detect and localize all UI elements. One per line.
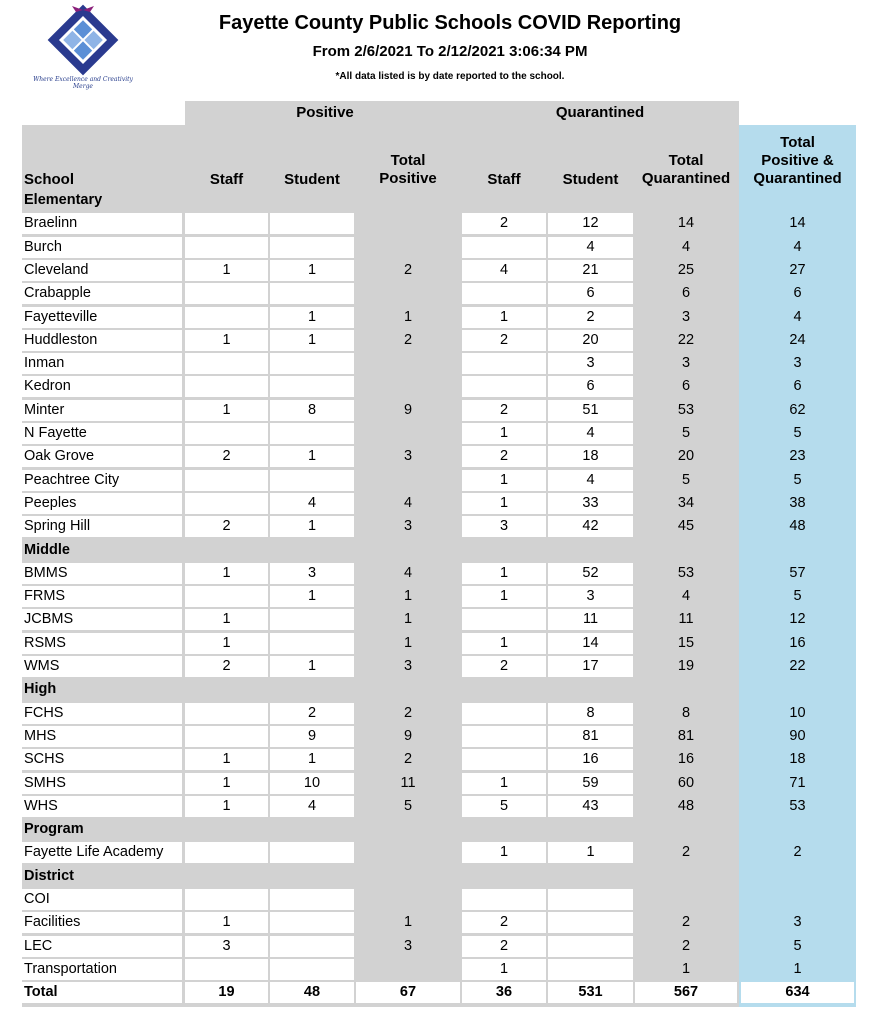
staff-positive-cell: [185, 213, 268, 234]
student-quarantined-cell: 3: [548, 353, 633, 374]
total-positive-quarantined-cell: 71: [789, 774, 806, 791]
total-positive-cell: 3: [403, 937, 413, 954]
staff-quarantined-cell: 3: [462, 516, 546, 537]
student-positive-cell: 48: [270, 982, 354, 1003]
staff-quarantined-cell: 2: [462, 330, 546, 351]
staff-positive-cell: 1: [185, 330, 268, 351]
total-positive-quarantined-cell: 3: [793, 355, 802, 372]
total-positive-quarantined-cell: 23: [789, 448, 806, 465]
student-quarantined-cell: 2: [548, 307, 633, 328]
total-positive-cell: 2: [403, 331, 413, 348]
staff-quarantined-cell: [462, 889, 546, 910]
staff-quarantined-cell: [462, 376, 546, 397]
school-name: RSMS: [22, 633, 182, 654]
total-quarantined-cell: 8: [681, 704, 691, 721]
staff-quarantined-cell: 2: [462, 912, 546, 933]
student-positive-cell: 2: [270, 703, 354, 724]
total-positive-quarantined-cell: 6: [793, 378, 802, 395]
student-positive-cell: [270, 889, 354, 910]
school-name: Facilities: [22, 912, 182, 933]
total-positive-cell: [356, 283, 460, 304]
student-quarantined-cell: 81: [548, 726, 633, 747]
table-row: [22, 282, 856, 305]
total-positive-cell: [356, 353, 460, 374]
school-name: Inman: [22, 353, 182, 374]
staff-quarantined-cell: 2: [462, 213, 546, 234]
logo-tagline: Where Excellence and Creativity Merge: [33, 76, 133, 90]
staff-positive-cell: [185, 376, 268, 397]
total-quarantined-cell: 53: [677, 401, 695, 418]
staff-quarantined-cell: 1: [462, 423, 546, 444]
student-quarantined-cell: 14: [548, 633, 633, 654]
student-quarantined-header: Student: [562, 171, 619, 188]
table-row: [22, 445, 856, 468]
student-positive-cell: 1: [270, 260, 354, 281]
total-quarantined-cell: 20: [677, 448, 695, 465]
total-positive-quarantined-cell: 5: [793, 937, 802, 954]
staff-positive-cell: [185, 423, 268, 444]
school-name: FCHS: [22, 703, 182, 724]
total-quarantined-cell: 4: [681, 588, 691, 605]
student-quarantined-cell: 16: [548, 749, 633, 770]
total-positive-cell: [356, 842, 460, 863]
staff-quarantined-cell: 2: [462, 400, 546, 421]
total-positive-cell: 1: [403, 588, 413, 605]
quarantined-group-header: Quarantined: [555, 104, 645, 121]
staff-positive-cell: 2: [185, 656, 268, 677]
total-positive-quarantined-cell: 5: [793, 425, 802, 441]
student-positive-cell: 3: [270, 563, 354, 584]
table-row: [22, 422, 856, 445]
total-positive-quarantined-cell: 6: [793, 285, 802, 302]
total-quarantined-cell: 22: [677, 331, 695, 348]
total-positive-quarantined-cell: 3: [793, 914, 802, 931]
school-name: WHS: [22, 796, 182, 817]
student-quarantined-cell: 12: [548, 213, 633, 234]
total-positive-cell: [356, 423, 460, 444]
staff-quarantined-cell: [462, 283, 546, 304]
staff-positive-cell: [185, 959, 268, 980]
student-quarantined-cell: 52: [548, 563, 633, 584]
staff-positive-cell: [185, 237, 268, 258]
student-positive-cell: 9: [270, 726, 354, 747]
total-positive-cell: 1: [403, 611, 413, 628]
student-quarantined-cell: 4: [548, 470, 633, 491]
total-positive-quarantined-cell: 38: [789, 494, 806, 511]
total-positive-quarantined-cell: 48: [789, 518, 806, 535]
student-positive-cell: [270, 912, 354, 933]
total-positive-cell: 4: [403, 494, 413, 511]
school-name: COI: [22, 889, 182, 910]
total-quarantined-cell: 4: [681, 238, 691, 255]
school-name: Peachtree City: [22, 470, 182, 491]
total-positive-cell: [356, 470, 460, 491]
staff-positive-cell: 1: [185, 400, 268, 421]
staff-positive-cell: [185, 307, 268, 328]
total-positive-quarantined-cell: 57: [789, 564, 806, 581]
student-positive-cell: 4: [270, 796, 354, 817]
student-quarantined-cell: 8: [548, 703, 633, 724]
student-quarantined-cell: [548, 959, 633, 980]
table-row: [22, 958, 856, 981]
student-positive-cell: 1: [270, 307, 354, 328]
total-positive-cell: 9: [403, 401, 413, 418]
student-positive-cell: 1: [270, 446, 354, 467]
staff-positive-cell: 1: [185, 773, 268, 794]
school-name: WMS: [22, 656, 182, 677]
staff-quarantined-cell: 2: [462, 936, 546, 957]
total-positive-cell: 1: [403, 634, 413, 651]
total-positive-quarantined-cell: 27: [789, 261, 806, 278]
school-name: Burch: [22, 237, 182, 258]
total-quarantined-cell: [635, 889, 737, 910]
total-positive-cell: [356, 959, 460, 980]
student-quarantined-cell: 4: [548, 237, 633, 258]
staff-positive-cell: [185, 842, 268, 863]
student-quarantined-cell: 51: [548, 400, 633, 421]
table-row: [22, 795, 856, 818]
staff-positive-cell: 19: [185, 982, 268, 1003]
total-quarantined-cell: 567: [635, 982, 737, 1003]
staff-quarantined-cell: [462, 703, 546, 724]
student-quarantined-cell: 42: [548, 516, 633, 537]
table-row: [22, 748, 856, 771]
school-name: LEC: [22, 936, 182, 957]
section-label: District: [24, 867, 74, 884]
student-positive-cell: [270, 633, 354, 654]
total-positive-cell: 1: [403, 308, 413, 325]
school-name: Peeples: [22, 493, 182, 514]
total-quarantined-cell: 6: [681, 378, 691, 395]
total-positive-cell: 3: [403, 448, 413, 465]
total-quarantined-cell: 5: [681, 425, 691, 441]
student-positive-cell: [270, 237, 354, 258]
student-quarantined-cell: 4: [548, 423, 633, 444]
total-positive-quarantined-cell: [741, 889, 854, 910]
table-row: [22, 725, 856, 748]
total-quarantined-cell: 3: [681, 308, 691, 325]
staff-positive-cell: 3: [185, 936, 268, 957]
total-quarantined-cell: 45: [677, 518, 695, 535]
total-positive-quarantined-cell: 634: [741, 982, 854, 1003]
staff-quarantined-cell: 1: [462, 633, 546, 654]
school-name: Braelinn: [22, 213, 182, 234]
section-header-row: [22, 865, 856, 888]
table-row: [22, 632, 856, 655]
staff-quarantined-cell: 1: [462, 959, 546, 980]
table-row: [22, 935, 856, 958]
table-row: [22, 352, 856, 375]
table-row: [22, 492, 856, 515]
staff-positive-cell: [185, 283, 268, 304]
total-positive-quarantined-cell: 12: [789, 611, 806, 628]
total-positive-cell: 2: [403, 751, 413, 768]
student-quarantined-cell: [548, 912, 633, 933]
table-row: [22, 608, 856, 631]
total-positive-quarantined-cell: 16: [789, 634, 806, 651]
student-quarantined-cell: 43: [548, 796, 633, 817]
staff-quarantined-cell: 1: [462, 470, 546, 491]
table-row: [22, 702, 856, 725]
staff-quarantined-cell: 1: [462, 773, 546, 794]
staff-positive-cell: [185, 726, 268, 747]
staff-positive-cell: [185, 703, 268, 724]
total-quarantined-cell: 16: [677, 751, 695, 768]
student-quarantined-cell: [548, 889, 633, 910]
total-quarantined-cell: 81: [677, 727, 695, 744]
student-positive-cell: 1: [270, 516, 354, 537]
total-quarantined-cell: 15: [677, 634, 695, 651]
staff-quarantined-cell: 36: [462, 982, 546, 1003]
total-label: Total: [22, 982, 182, 1003]
staff-quarantined-cell: [462, 609, 546, 630]
total-quarantined-cell: 53: [677, 564, 695, 581]
staff-positive-cell: 1: [185, 563, 268, 584]
total-positive-quarantined-cell: 5: [793, 588, 802, 605]
school-name: SMHS: [22, 773, 182, 794]
total-quarantined-cell: 60: [677, 774, 695, 791]
student-positive-cell: 1: [270, 656, 354, 677]
total-quarantined-cell: 6: [681, 285, 691, 302]
student-quarantined-cell: 6: [548, 376, 633, 397]
staff-positive-cell: 1: [185, 609, 268, 630]
staff-positive-cell: 1: [185, 912, 268, 933]
total-quarantined-cell: 3: [681, 355, 691, 372]
total-positive-quarantined-cell: 1: [793, 960, 802, 977]
table-row: [22, 469, 856, 492]
staff-positive-cell: [185, 470, 268, 491]
school-name: Spring Hill: [22, 516, 182, 537]
school-name: FRMS: [22, 586, 182, 607]
table-row: [22, 655, 856, 678]
staff-positive-cell: 2: [185, 516, 268, 537]
staff-quarantined-cell: 2: [462, 446, 546, 467]
student-quarantined-cell: 21: [548, 260, 633, 281]
section-label: High: [24, 681, 57, 698]
total-positive-quarantined-cell: 62: [789, 401, 806, 418]
student-positive-cell: 1: [270, 586, 354, 607]
total-positive-cell: [356, 889, 460, 910]
school-name: Kedron: [22, 376, 182, 397]
staff-quarantined-cell: [462, 726, 546, 747]
student-quarantined-cell: 1: [548, 842, 633, 863]
section-header-row: [22, 189, 856, 212]
total-quarantined-cell: 19: [677, 658, 695, 674]
staff-quarantined-cell: 1: [462, 493, 546, 514]
student-positive-cell: [270, 936, 354, 957]
section-label: Program: [24, 821, 84, 838]
school-name: SCHS: [22, 749, 182, 770]
staff-positive-cell: 1: [185, 633, 268, 654]
school-name: JCBMS: [22, 609, 182, 630]
total-quarantined-cell: 2: [681, 937, 691, 954]
total-positive-quarantined-cell: 4: [793, 238, 802, 255]
section-header-row: [22, 678, 856, 701]
total-positive-quarantined-cell: 10: [789, 704, 806, 721]
student-positive-cell: [270, 842, 354, 863]
school-name: Fayette Life Academy: [22, 842, 182, 863]
total-positive-cell: 9: [403, 727, 413, 744]
student-positive-header: Student: [284, 171, 340, 188]
staff-quarantined-cell: 4: [462, 260, 546, 281]
student-positive-cell: [270, 609, 354, 630]
total-positive-cell: 1: [403, 914, 413, 931]
staff-quarantined-cell: 2: [462, 656, 546, 677]
staff-positive-cell: 1: [185, 749, 268, 770]
total-quarantined-cell: 34: [677, 494, 695, 511]
student-positive-cell: [270, 213, 354, 234]
staff-positive-cell: [185, 586, 268, 607]
staff-quarantined-header: Staff: [487, 171, 521, 188]
total-positive-quarantined-cell: 5: [793, 471, 802, 488]
staff-positive-header: Staff: [209, 171, 244, 188]
date-range: From 2/6/2021 To 2/12/2021 3:06:34 PM: [312, 43, 588, 60]
total-positive-cell: [356, 376, 460, 397]
positive-group-header: Positive: [296, 104, 354, 121]
table-row: [22, 212, 856, 235]
data-note: *All data listed is by date reported to the school.: [335, 71, 565, 82]
table-row: [22, 888, 856, 911]
table-row: [22, 585, 856, 608]
table-row: [22, 841, 856, 864]
section-label: Elementary: [24, 192, 103, 208]
total-positive-cell: 2: [403, 704, 413, 721]
table-row: [22, 772, 856, 795]
school-column-header: School: [24, 171, 75, 188]
table-row: [22, 306, 856, 329]
student-quarantined-cell: [548, 936, 633, 957]
school-name: Huddleston: [22, 330, 182, 351]
student-quarantined-cell: 59: [548, 773, 633, 794]
total-positive-cell: 2: [403, 261, 413, 278]
staff-positive-cell: [185, 353, 268, 374]
table-row: [22, 515, 856, 538]
total-positive-cell: 4: [403, 564, 413, 581]
total-positive-quarantined-cell: 4: [793, 308, 802, 325]
school-name: BMMS: [22, 563, 182, 584]
school-name: Crabapple: [22, 283, 182, 304]
total-row: [22, 981, 856, 1004]
total-positive-cell: 67: [356, 982, 460, 1003]
student-quarantined-cell: 33: [548, 493, 633, 514]
school-name: Cleveland: [22, 260, 182, 281]
total-quarantined-cell: 48: [677, 797, 695, 814]
total-positive-cell: 5: [403, 797, 413, 814]
total-positive-cell: 3: [403, 518, 413, 535]
staff-positive-cell: [185, 889, 268, 910]
staff-quarantined-cell: [462, 237, 546, 258]
total-positive-quarantined-cell: 22: [789, 658, 806, 674]
total-quarantined-cell: 2: [681, 914, 691, 931]
total-quarantined-cell: 2: [681, 844, 691, 861]
total-positive-cell: [356, 237, 460, 258]
total-quarantined-cell: 1: [681, 960, 691, 977]
table-row: [22, 375, 856, 398]
total-positive-quarantined-header: Total Positive & Quarantined: [753, 134, 842, 187]
staff-positive-cell: 1: [185, 796, 268, 817]
staff-quarantined-cell: [462, 749, 546, 770]
total-quarantined-cell: 14: [677, 215, 695, 232]
total-quarantined-cell: 11: [678, 611, 694, 628]
school-name: Transportation: [22, 959, 182, 980]
school-name: Minter: [22, 400, 182, 421]
covid-report-table: [22, 0, 856, 1024]
student-quarantined-cell: 20: [548, 330, 633, 351]
total-positive-header: Total Positive: [379, 152, 437, 187]
staff-quarantined-cell: [462, 353, 546, 374]
table-row: [22, 329, 856, 352]
school-name: Fayetteville: [22, 307, 182, 328]
section-header-row: [22, 539, 856, 562]
total-positive-cell: 3: [403, 658, 413, 674]
total-quarantined-header: Total Quarantined: [641, 152, 731, 187]
student-positive-cell: [270, 283, 354, 304]
school-name: Oak Grove: [22, 446, 182, 467]
total-positive-quarantined-cell: 24: [789, 331, 806, 348]
total-positive-quarantined-cell: 90: [789, 727, 806, 744]
total-quarantined-cell: 5: [681, 471, 691, 488]
table-row: [22, 259, 856, 282]
staff-positive-cell: 2: [185, 446, 268, 467]
staff-quarantined-cell: 1: [462, 842, 546, 863]
table-row: [22, 399, 856, 422]
student-positive-cell: 8: [270, 400, 354, 421]
total-quarantined-cell: 25: [677, 261, 695, 278]
student-quarantined-cell: 17: [548, 656, 633, 677]
student-quarantined-cell: 6: [548, 283, 633, 304]
student-quarantined-cell: 18: [548, 446, 633, 467]
school-name: MHS: [22, 726, 182, 747]
student-positive-cell: [270, 470, 354, 491]
staff-quarantined-cell: 5: [462, 796, 546, 817]
student-positive-cell: 1: [270, 749, 354, 770]
staff-positive-cell: 1: [185, 260, 268, 281]
student-positive-cell: [270, 423, 354, 444]
student-positive-cell: 10: [270, 773, 354, 794]
school-name: N Fayette: [22, 423, 182, 444]
student-positive-cell: 1: [270, 330, 354, 351]
total-positive-cell: [356, 213, 460, 234]
student-quarantined-cell: 531: [548, 982, 633, 1003]
total-positive-quarantined-cell: 2: [793, 844, 802, 861]
total-positive-quarantined-cell: 53: [789, 797, 806, 814]
student-positive-cell: [270, 376, 354, 397]
student-quarantined-cell: 11: [548, 609, 633, 630]
staff-positive-cell: [185, 493, 268, 514]
staff-quarantined-cell: 1: [462, 563, 546, 584]
student-positive-cell: 4: [270, 493, 354, 514]
total-positive-cell: 11: [400, 774, 416, 791]
total-positive-quarantined-cell: 18: [789, 751, 806, 768]
section-label: Middle: [24, 541, 70, 558]
student-positive-cell: [270, 353, 354, 374]
total-positive-quarantined-cell: 14: [789, 215, 806, 232]
student-positive-cell: [270, 959, 354, 980]
table-row: [22, 911, 856, 934]
table-row: [22, 236, 856, 259]
student-quarantined-cell: 3: [548, 586, 633, 607]
section-header-row: [22, 818, 856, 841]
staff-quarantined-cell: 1: [462, 586, 546, 607]
table-row: [22, 562, 856, 585]
page-title: Fayette County Public Schools COVID Reporting: [218, 12, 682, 34]
staff-quarantined-cell: 1: [462, 307, 546, 328]
